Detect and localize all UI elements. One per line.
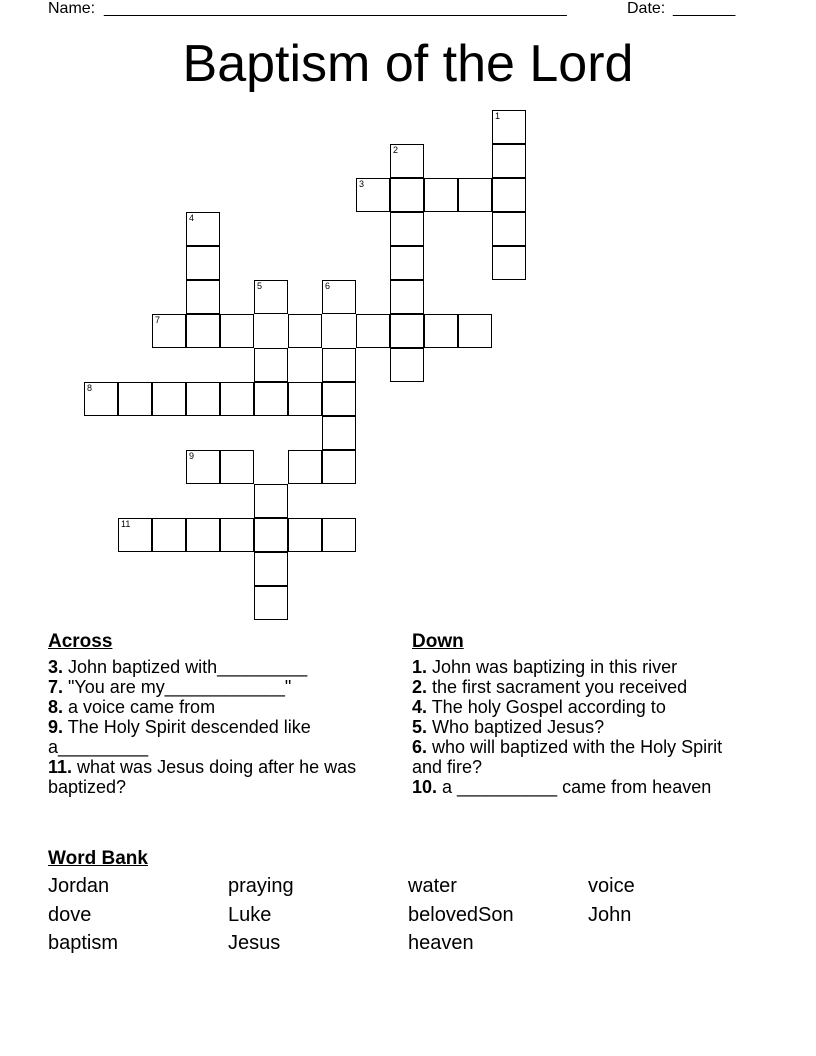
crossword-cell[interactable] bbox=[220, 314, 254, 348]
crossword-cell[interactable] bbox=[322, 382, 356, 416]
clue-text: who will baptized with the Holy Spirit and fire? bbox=[412, 737, 723, 777]
clue-text: what was Jesus doing after he was baptized? bbox=[48, 757, 357, 797]
crossword-cell[interactable] bbox=[356, 314, 390, 348]
clue-text: John baptized with_________ bbox=[63, 657, 308, 677]
clue-text: The Holy Spirit descended like a_________ bbox=[48, 717, 311, 757]
crossword-cell[interactable] bbox=[186, 246, 220, 280]
crossword-cell[interactable] bbox=[424, 314, 458, 348]
crossword-cell[interactable] bbox=[288, 314, 322, 348]
clue-text: John was baptizing in this river bbox=[427, 657, 678, 677]
down-heading: Down bbox=[412, 631, 464, 652]
crossword-cell[interactable] bbox=[186, 280, 220, 314]
page-title: Baptism of the Lord bbox=[182, 35, 634, 93]
word-bank-word: Luke bbox=[228, 903, 272, 926]
crossword-cell[interactable] bbox=[254, 382, 288, 416]
crossword-cell[interactable] bbox=[322, 348, 356, 382]
crossword-cell[interactable] bbox=[356, 178, 390, 212]
crossword-cell[interactable] bbox=[322, 416, 356, 450]
clue-number: 3. bbox=[48, 657, 64, 677]
word-bank-word: John bbox=[588, 903, 632, 926]
crossword-cell[interactable] bbox=[390, 280, 424, 314]
word-bank-word: dove bbox=[48, 903, 92, 926]
crossword-cell[interactable] bbox=[254, 586, 288, 620]
crossword-cell[interactable] bbox=[186, 450, 220, 484]
crossword-cell[interactable] bbox=[186, 314, 220, 348]
clue-number: 1 bbox=[495, 111, 501, 121]
clue-number: 5 bbox=[257, 281, 263, 291]
crossword-cell[interactable] bbox=[118, 382, 152, 416]
down-clue-list bbox=[412, 657, 752, 797]
crossword-cell[interactable] bbox=[186, 518, 220, 552]
clue-number: 8 bbox=[87, 383, 93, 393]
across-clue bbox=[48, 677, 378, 697]
crossword-cell[interactable] bbox=[492, 110, 526, 144]
crossword-cell[interactable] bbox=[322, 518, 356, 552]
crossword-cell[interactable] bbox=[390, 178, 424, 212]
crossword-cell[interactable] bbox=[492, 212, 526, 246]
clue-number: 5. bbox=[412, 717, 428, 737]
crossword-cell[interactable] bbox=[220, 518, 254, 552]
clue-number: 3 bbox=[359, 179, 365, 189]
down-clue bbox=[412, 697, 752, 717]
down-clue bbox=[412, 737, 752, 777]
across-clue bbox=[48, 657, 378, 677]
clue-number: 4. bbox=[412, 697, 428, 717]
crossword-cell[interactable] bbox=[390, 212, 424, 246]
down-clue bbox=[412, 717, 752, 737]
crossword-cell[interactable] bbox=[288, 450, 322, 484]
word-bank-word: praying bbox=[228, 875, 294, 897]
crossword-cell[interactable] bbox=[322, 450, 356, 484]
crossword-cell[interactable] bbox=[322, 280, 356, 314]
crossword-cell[interactable] bbox=[152, 518, 186, 552]
crossword-cell[interactable] bbox=[220, 382, 254, 416]
across-clue bbox=[48, 697, 378, 717]
down-clue bbox=[412, 777, 752, 797]
word-bank-word: Jesus bbox=[228, 932, 281, 954]
word-bank-heading: Word Bank bbox=[48, 848, 148, 869]
crossword-cell[interactable] bbox=[390, 348, 424, 382]
down-clue bbox=[412, 677, 752, 697]
crossword-cell[interactable] bbox=[288, 382, 322, 416]
clue-number: 9 bbox=[189, 451, 195, 461]
word-bank-word: voice bbox=[588, 875, 635, 897]
clue-text: Who baptized Jesus? bbox=[427, 717, 605, 737]
crossword-cell[interactable] bbox=[186, 382, 220, 416]
name-label: Name: bbox=[48, 0, 96, 17]
down-section bbox=[412, 631, 752, 797]
clue-number: 9. bbox=[48, 717, 64, 737]
crossword-cell[interactable] bbox=[118, 518, 152, 552]
crossword-cell[interactable] bbox=[220, 450, 254, 484]
clue-text: "You are my____________" bbox=[63, 677, 292, 697]
crossword-cell[interactable] bbox=[458, 178, 492, 212]
word-bank-word: water bbox=[408, 875, 457, 897]
clue-number: 10. bbox=[412, 777, 438, 797]
clue-number: 2 bbox=[393, 145, 399, 155]
crossword-cell[interactable] bbox=[390, 314, 424, 348]
clue-text: the first sacrament you received bbox=[427, 677, 688, 697]
clue-number: 11. bbox=[48, 757, 73, 777]
across-clue bbox=[48, 757, 378, 797]
word-bank-word: Jordan bbox=[48, 875, 110, 897]
across-heading: Across bbox=[48, 631, 113, 652]
clue-text: a __________ came from heaven bbox=[437, 777, 712, 797]
across-clue-list bbox=[48, 657, 378, 797]
clue-number: 11 bbox=[121, 519, 131, 529]
clue-text: The holy Gospel according to bbox=[427, 697, 666, 717]
clue-number: 6 bbox=[325, 281, 331, 291]
crossword-cell[interactable] bbox=[84, 382, 118, 416]
crossword-cell[interactable] bbox=[152, 382, 186, 416]
clue-number: 8. bbox=[48, 697, 64, 717]
crossword-cell[interactable] bbox=[254, 518, 288, 552]
crossword-cell[interactable] bbox=[390, 246, 424, 280]
date-blank: _______ bbox=[673, 0, 736, 17]
crossword-cell[interactable] bbox=[254, 484, 288, 518]
crossword-cell[interactable] bbox=[254, 280, 288, 314]
clue-number: 6. bbox=[412, 737, 428, 757]
clue-text: a voice came from bbox=[63, 697, 216, 717]
clue-number: 7 bbox=[155, 315, 161, 325]
down-clue bbox=[412, 657, 752, 677]
date-label: Date: bbox=[627, 0, 666, 17]
crossword-cell[interactable] bbox=[390, 144, 424, 178]
crossword-cell[interactable] bbox=[254, 552, 288, 586]
crossword-cell[interactable] bbox=[186, 212, 220, 246]
word-bank-word: belovedSon bbox=[408, 903, 514, 926]
crossword-cell[interactable] bbox=[492, 178, 526, 212]
crossword-cell[interactable] bbox=[492, 246, 526, 280]
clue-number: 7. bbox=[48, 677, 64, 697]
clue-number: 1. bbox=[412, 657, 428, 677]
crossword-cell[interactable] bbox=[254, 348, 288, 382]
across-clue bbox=[48, 717, 378, 757]
crossword-cell[interactable] bbox=[288, 518, 322, 552]
crossword-cell[interactable] bbox=[152, 314, 186, 348]
crossword-cell[interactable] bbox=[424, 178, 458, 212]
crossword-cell[interactable] bbox=[492, 144, 526, 178]
across-section bbox=[48, 631, 378, 797]
name-blank: ____________________________________________________ bbox=[104, 0, 567, 17]
word-bank-word: heaven bbox=[408, 932, 474, 954]
crossword-cell[interactable] bbox=[458, 314, 492, 348]
word-bank-word: baptism bbox=[48, 932, 119, 954]
clue-number: 2. bbox=[412, 677, 428, 697]
clue-number: 4 bbox=[189, 213, 195, 223]
